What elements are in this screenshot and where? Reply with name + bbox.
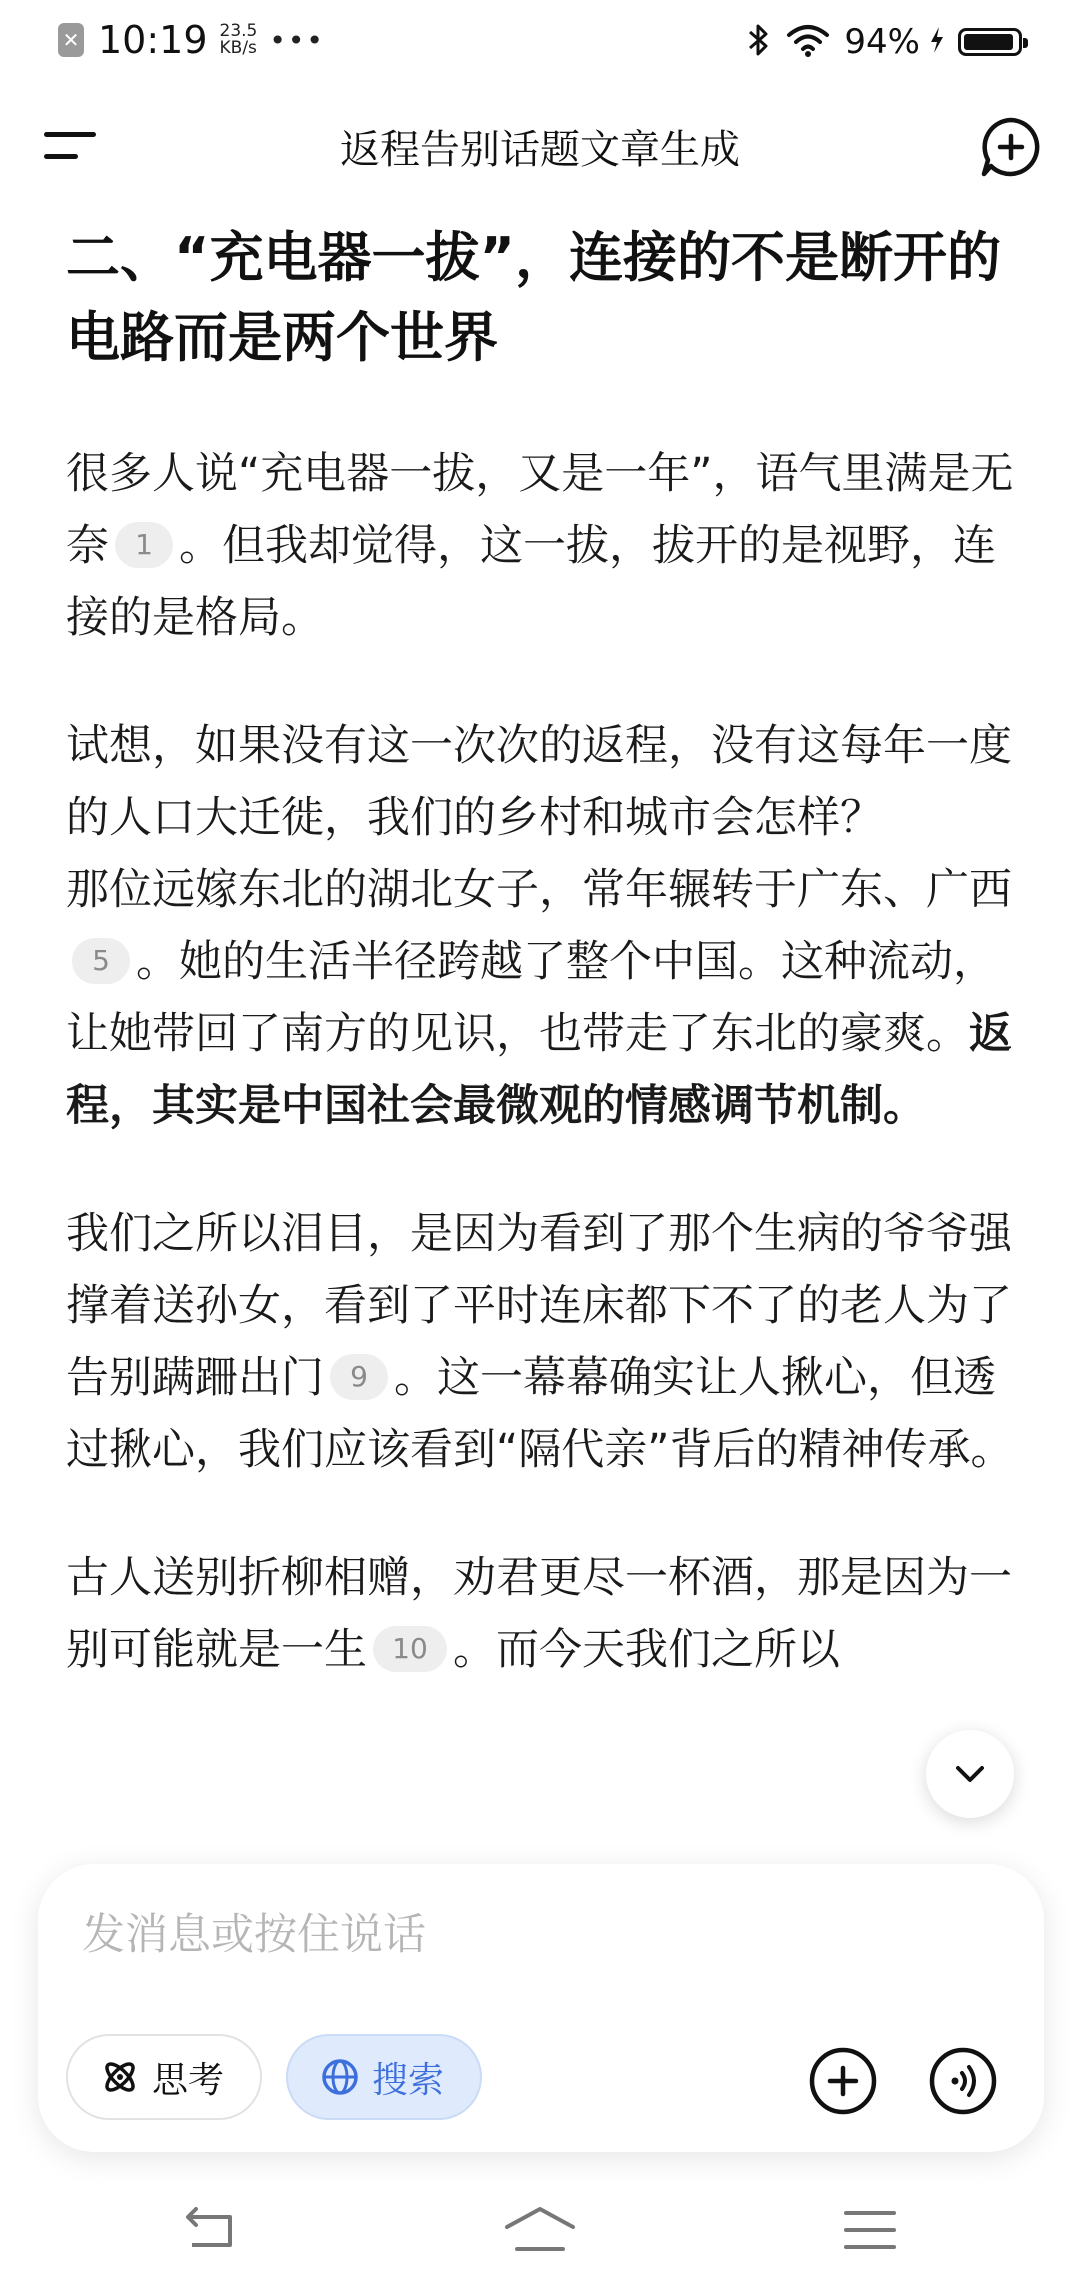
section-heading: 二、“充电器一拔”，连接的不是断开的电路而是两个世界	[66, 226, 1001, 369]
paragraph	[66, 438, 1016, 654]
bold-text: 返程，其实是中国社会最微观的情感调节机制	[66, 1009, 1012, 1131]
menu-button[interactable]	[44, 122, 104, 172]
think-toggle[interactable]	[66, 2034, 262, 2120]
message-input[interactable]	[80, 1904, 984, 1966]
home-icon	[503, 2205, 577, 2255]
paragraph	[66, 854, 1016, 1142]
page-title: 返程告别话题文章生成	[340, 127, 740, 173]
search-label: 搜索	[372, 2059, 445, 2101]
status-left	[58, 18, 325, 62]
nav-back-button[interactable]	[170, 2200, 250, 2260]
nav-menu-button[interactable]	[830, 2200, 910, 2260]
scroll-down-button[interactable]	[926, 1730, 1014, 1818]
wifi-icon	[786, 23, 830, 61]
citation-badge[interactable]: 9	[330, 1354, 388, 1400]
app-header	[0, 100, 1080, 200]
paragraph-text: 很多人说“充电器一拔，又是一年”，语气里满是无奈	[66, 449, 1014, 571]
network-speed	[220, 23, 258, 57]
citation-badge[interactable]: 5	[72, 938, 130, 984]
battery-icon	[958, 28, 1022, 56]
think-label: 思考	[152, 2059, 225, 2101]
paragraph: 试想，如果没有这一次次的返程，没有这每年一度的人口大迁徙，我们的乡村和城市会怎样？	[66, 721, 1012, 843]
citation-badge[interactable]: 1	[115, 522, 173, 568]
notification-app-icon: ✕	[58, 23, 84, 57]
citation-badge[interactable]: 10	[373, 1626, 447, 1672]
chevron-down-icon	[950, 1754, 990, 1794]
network-speed-unit: KB/s	[219, 38, 257, 58]
charging-icon	[928, 25, 946, 59]
search-toggle[interactable]	[286, 2034, 482, 2120]
globe-icon	[320, 2057, 360, 2097]
paragraph	[66, 1542, 1016, 1686]
battery-level	[964, 34, 1013, 50]
plus-circle-icon	[808, 2046, 878, 2116]
paragraph-text: 我们之所以泪目，是因为看到了那个生病的爷爷强撑着送孙女，看到了平时连床都下不了的老人为了告别蹒跚出门	[66, 1209, 1012, 1403]
paragraph-text: 。她的生活半径跨越了整个中国。这种流动，让她带回了南方的见识，也带走了东北的豪爽。	[66, 937, 996, 1059]
atom-icon	[100, 2057, 140, 2097]
paragraph-text: 古人送别折柳相赠，劝君更尽一杯酒，那是因为一别可能就是一生	[66, 1553, 1012, 1675]
article-content	[66, 218, 1016, 1868]
paragraph-text: 。而今天我们之所以	[453, 1625, 840, 1675]
back-icon	[180, 2205, 240, 2255]
paragraph-text: 。这一幕幕确实让人揪心，但透过揪心，我们应该看到“隔代亲”背后的精神传承。	[66, 1353, 1014, 1475]
nav-home-button[interactable]	[500, 2200, 580, 2260]
network-speed-value: 23.5	[219, 21, 258, 41]
chat-plus-icon	[978, 114, 1044, 180]
status-bar	[0, 0, 1080, 86]
attach-button[interactable]	[808, 2046, 878, 2116]
paragraph-text: 那位远嫁东北的湖北女子，常年辗转于广东、广西	[66, 865, 1012, 915]
new-chat-button[interactable]	[978, 114, 1044, 180]
battery-percent: 94%	[844, 22, 920, 62]
paragraph-text: 。但我却觉得，这一拔，拔开的是视野，连接的是格局。	[66, 521, 996, 643]
status-right	[746, 22, 1022, 62]
message-composer	[38, 1864, 1044, 2152]
menu-lines-icon	[842, 2207, 898, 2253]
voice-button[interactable]	[928, 2046, 998, 2116]
paragraph	[66, 1198, 1016, 1486]
voice-wave-icon	[928, 2046, 998, 2116]
system-nav-bar	[0, 2180, 1080, 2280]
more-notifications-icon: •••	[269, 23, 325, 57]
status-time: 10:19	[98, 18, 208, 62]
paragraph-text: 。	[883, 1081, 926, 1131]
bluetooth-icon	[746, 22, 772, 62]
